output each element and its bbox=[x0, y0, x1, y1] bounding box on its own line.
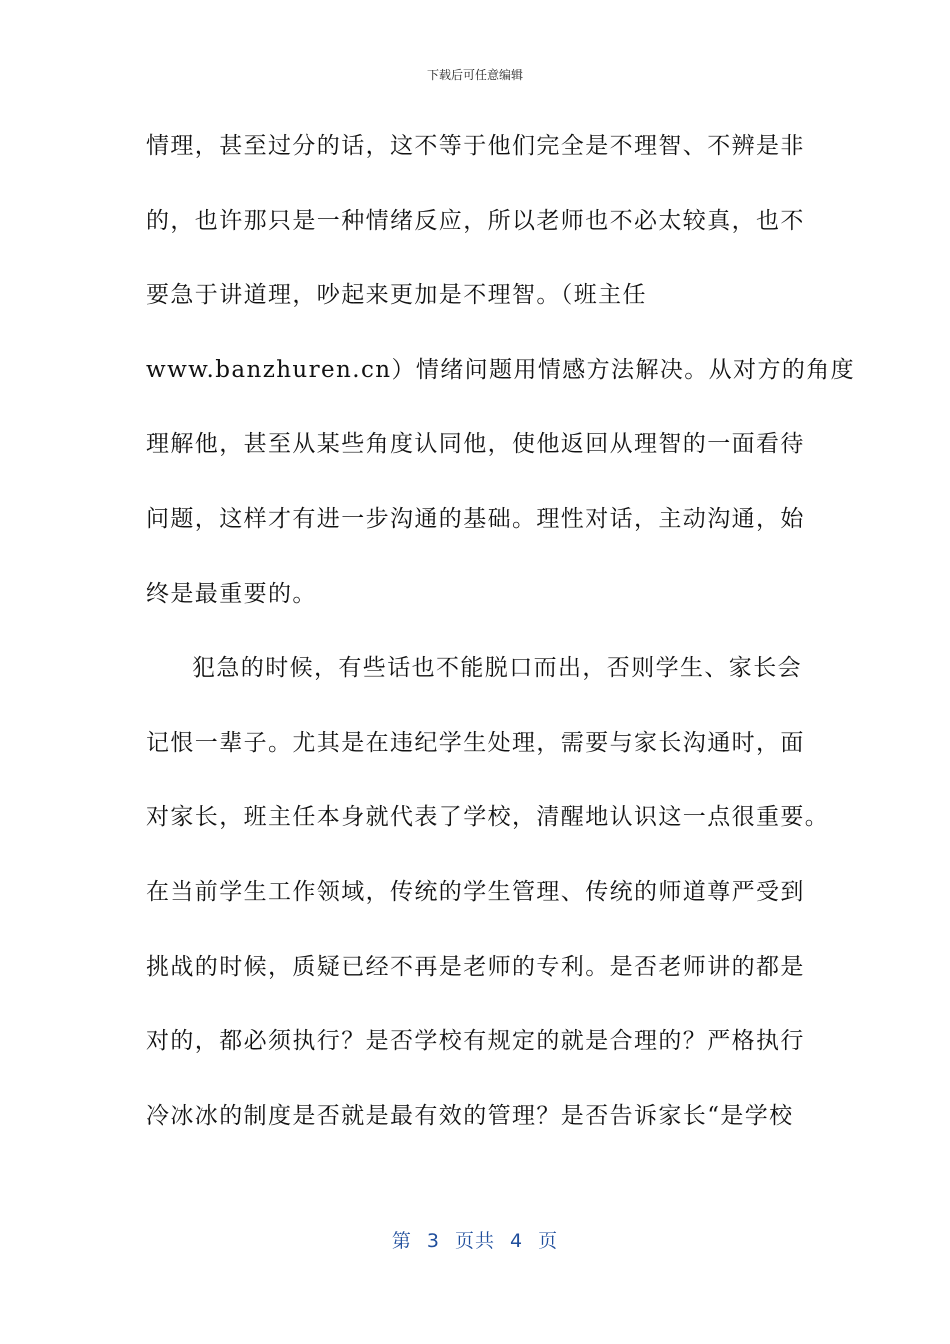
text-line: 冷冰冰的制度是否就是最有效的管理？是否告诉家长“是学校 bbox=[146, 1102, 794, 1129]
text-line: www.banzhuren.cn）情绪问题用情感方法解决。从对方的角度 bbox=[146, 356, 856, 383]
text-line: 记恨一辈子。尤其是在违纪学生处理，需要与家长沟通时，面 bbox=[146, 729, 805, 756]
document-body bbox=[146, 124, 856, 1168]
page-number-footer: 第 3 页共 4 页 bbox=[391, 1230, 559, 1252]
text-line: 终是最重要的。 bbox=[146, 580, 317, 607]
text-line: 情理，甚至过分的话，这不等于他们完全是不理智、不辨是非 bbox=[146, 133, 805, 159]
paragraph-first-line: 犯急的时候，有些话也不能脱口而出，否则学生、家长会 bbox=[192, 655, 802, 682]
text-line: 的，也许那只是一种情绪反应，所以老师也不必太较真，也不 bbox=[146, 207, 805, 234]
page-header-note: 下载后可任意编辑 bbox=[426, 68, 523, 82]
text-line: 对家长，班主任本身就代表了学校，清醒地认识这一点很重要。 bbox=[146, 804, 830, 831]
text-line: 挑战的时候，质疑已经不再是老师的专利。是否老师讲的都是 bbox=[146, 953, 805, 980]
text-line: 在当前学生工作领域，传统的学生管理、传统的师道尊严受到 bbox=[146, 878, 805, 905]
text-line: 理解他，甚至从某些角度认同他，使他返回从理智的一面看待 bbox=[146, 431, 805, 458]
text-line: 要急于讲道理，吵起来更加是不理智。（班主任 bbox=[146, 282, 647, 309]
text-line: 问题，这样才有进一步沟通的基础。理性对话，主动沟通，始 bbox=[146, 505, 805, 532]
text-line: 对的，都必须执行？是否学校有规定的就是合理的？严格执行 bbox=[146, 1028, 805, 1055]
